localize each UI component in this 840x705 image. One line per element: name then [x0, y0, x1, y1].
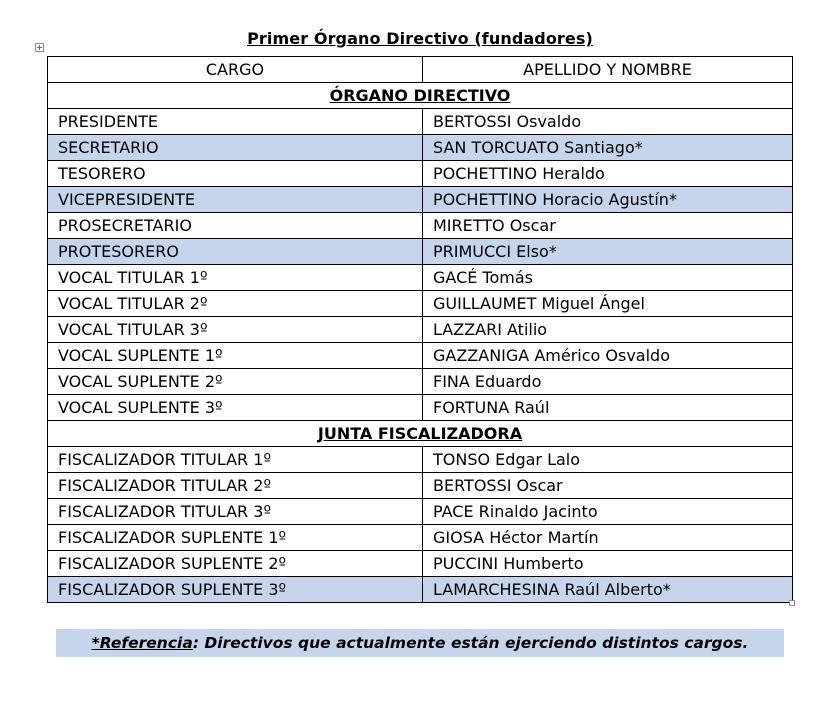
cell-cargo: PROSECRETARIO [48, 213, 423, 239]
cell-apellido-nombre: BERTOSSI Osvaldo [423, 109, 793, 135]
table-resize-handle-icon[interactable] [789, 600, 795, 606]
cell-cargo: VOCAL TITULAR 1º [48, 265, 423, 291]
table-header-row [48, 57, 793, 83]
table-row [48, 369, 793, 395]
table-row [48, 395, 793, 421]
table-row [48, 265, 793, 291]
cell-apellido-nombre: GACÉ Tomás [423, 265, 793, 291]
cell-cargo: VOCAL TITULAR 3º [48, 317, 423, 343]
cell-apellido-nombre: SAN TORCUATO Santiago* [423, 135, 793, 161]
cell-apellido-nombre: GAZZANIGA Américo Osvaldo [423, 343, 793, 369]
cell-apellido-nombre: BERTOSSI Oscar [423, 473, 793, 499]
table-row [48, 447, 793, 473]
cell-cargo: VOCAL SUPLENTE 1º [48, 343, 423, 369]
document-title: Primer Órgano Directivo (fundadores) [247, 29, 593, 48]
cell-apellido-nombre: POCHETTINO Heraldo [423, 161, 793, 187]
table-row [48, 109, 793, 135]
table-row [48, 317, 793, 343]
cell-apellido-nombre: LAMARCHESINA Raúl Alberto* [423, 577, 793, 603]
section-title-organo-directivo: ÓRGANO DIRECTIVO [48, 83, 793, 109]
table-row [48, 499, 793, 525]
table-row [48, 577, 793, 603]
cell-cargo: VOCAL TITULAR 2º [48, 291, 423, 317]
cell-cargo: VOCAL SUPLENTE 3º [48, 395, 423, 421]
reference-label: *Referencia [91, 634, 193, 652]
section-title-junta-fiscalizadora: JUNTA FISCALIZADORA [48, 421, 793, 447]
cell-apellido-nombre: TONSO Edgar Lalo [423, 447, 793, 473]
table-row [48, 343, 793, 369]
cell-apellido-nombre: FINA Eduardo [423, 369, 793, 395]
reference-note [56, 629, 784, 657]
table-body [48, 57, 793, 603]
section-row-junta-fiscalizadora [48, 421, 793, 447]
table-row [48, 135, 793, 161]
cell-cargo: FISCALIZADOR TITULAR 2º [48, 473, 423, 499]
table-row [48, 291, 793, 317]
cell-cargo: SECRETARIO [48, 135, 423, 161]
cell-cargo: FISCALIZADOR TITULAR 1º [48, 447, 423, 473]
section-row-organo-directivo [48, 83, 793, 109]
cell-apellido-nombre: FORTUNA Raúl [423, 395, 793, 421]
table-row [48, 551, 793, 577]
table-row [48, 161, 793, 187]
cell-apellido-nombre: LAZZARI Atilio [423, 317, 793, 343]
cell-cargo: FISCALIZADOR SUPLENTE 1º [48, 525, 423, 551]
table-row [48, 239, 793, 265]
reference-text: : Directivos que actualmente están ejerciendo distintos cargos. [192, 634, 749, 652]
header-apellido-nombre: APELLIDO Y NOMBRE [423, 57, 793, 83]
cell-cargo: FISCALIZADOR TITULAR 3º [48, 499, 423, 525]
table-row [48, 473, 793, 499]
cell-cargo: VICEPRESIDENTE [48, 187, 423, 213]
directivos-table [47, 56, 793, 603]
cell-cargo: PROTESORERO [48, 239, 423, 265]
cell-apellido-nombre: PRIMUCCI Elso* [423, 239, 793, 265]
cell-apellido-nombre: MIRETTO Oscar [423, 213, 793, 239]
cell-apellido-nombre: PACE Rinaldo Jacinto [423, 499, 793, 525]
cell-apellido-nombre: GUILLAUMET Miguel Ángel [423, 291, 793, 317]
cell-cargo: VOCAL SUPLENTE 2º [48, 369, 423, 395]
header-cargo: CARGO [48, 57, 423, 83]
cell-apellido-nombre: GIOSA Héctor Martín [423, 525, 793, 551]
cell-cargo: TESORERO [48, 161, 423, 187]
cell-apellido-nombre: PUCCINI Humberto [423, 551, 793, 577]
table-row [48, 213, 793, 239]
cell-apellido-nombre: POCHETTINO Horacio Agustín* [423, 187, 793, 213]
cell-cargo: FISCALIZADOR SUPLENTE 3º [48, 577, 423, 603]
table-row [48, 525, 793, 551]
cell-cargo: FISCALIZADOR SUPLENTE 2º [48, 551, 423, 577]
table-row [48, 187, 793, 213]
cell-cargo: PRESIDENTE [48, 109, 423, 135]
